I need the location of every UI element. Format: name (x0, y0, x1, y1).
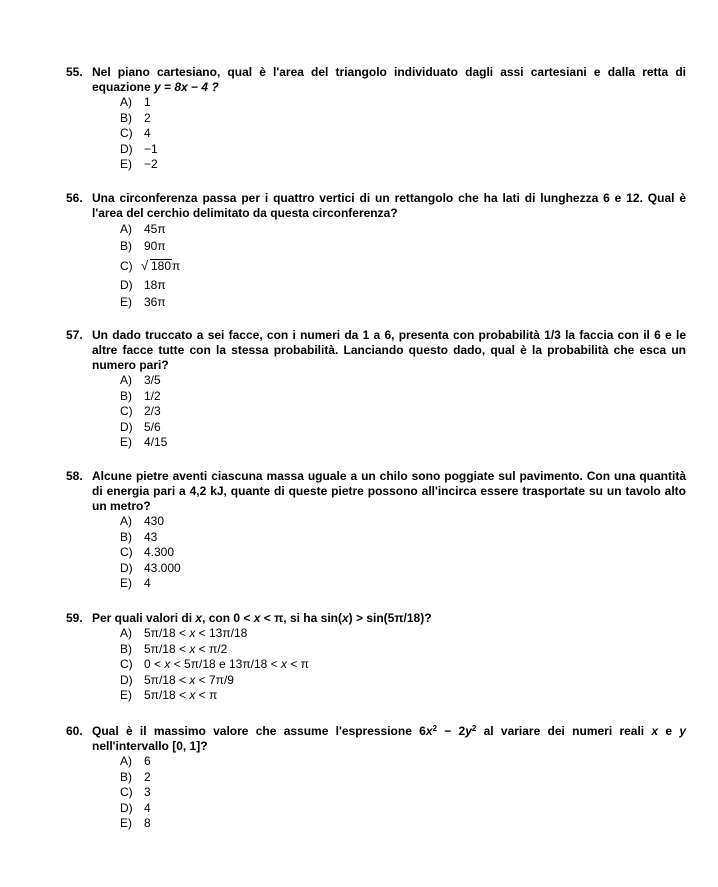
answer-options (120, 373, 686, 451)
question-57 (66, 328, 686, 451)
option-e[interactable]: E) 4/15 (120, 435, 168, 450)
option-e[interactable]: E) 5π/18 < x < π (120, 688, 218, 703)
option-a[interactable]: A) 3/5 (120, 373, 161, 387)
answer-options (120, 221, 686, 311)
question-60 (66, 724, 686, 832)
answer-options (120, 514, 686, 592)
option-c[interactable]: C) 3 (120, 785, 151, 800)
option-e[interactable]: E) 8 (120, 816, 151, 831)
option-b[interactable]: B) 43 (120, 529, 158, 544)
square-root: √ 180 (150, 259, 172, 273)
question-55 (66, 65, 686, 173)
option-b[interactable]: B) 5π/18 < x < π/2 (120, 641, 228, 656)
question-number: 56. (66, 191, 83, 205)
option-b[interactable]: B) 2 (120, 769, 151, 784)
option-b[interactable]: B) 2 (120, 110, 151, 125)
option-c[interactable]: C) 4 (120, 126, 151, 141)
question-number: 58. (66, 469, 83, 483)
answer-options (120, 95, 686, 173)
option-a[interactable]: A) 1 (120, 95, 151, 109)
option-d[interactable]: D) −1 (120, 141, 158, 156)
answer-options (120, 626, 686, 704)
question-stem: 57. Un dado truccato a sei facce, con i numeri da 1 a 6, presenta con probabilità 1/3 la faccia con il 6 e le altre facce tutte con la stessa probabilità. Lanciando questo dado, qual è la probabilità che esca un numero pari? (66, 328, 686, 372)
option-d[interactable]: D) 4 (120, 800, 151, 815)
option-d[interactable]: D) 5/6 (120, 419, 161, 434)
question-stem: 55. Nel piano cartesiano, qual è l'area del triangolo individuato dagli assi cartesiani e dalla retta di equazione y = 8x − 4 ? (66, 65, 686, 94)
option-d[interactable]: D) 5π/18 < x < 7π/9 (120, 672, 234, 687)
option-e[interactable]: E) −2 (120, 157, 158, 172)
question-stem: 58. Alcune pietre aventi ciascuna massa uguale a un chilo sono poggiate sul pavimento. Con una quantità di energia pari a 4,2 kJ, quante di queste pietre possono all'incirca essere trasportate su un tavolo alto un metro? (66, 469, 686, 513)
option-c[interactable]: C) 4.300 (120, 545, 175, 560)
option-a[interactable]: A) 430 (120, 514, 165, 528)
option-a[interactable]: A) 5π/18 < x < 13π/18 (120, 626, 248, 640)
option-a[interactable]: A) 45π (120, 222, 166, 236)
question-56 (66, 191, 686, 311)
option-c[interactable]: C)√ 180π (120, 255, 686, 277)
question-59 (66, 611, 686, 704)
question-stem: 59. Per quali valori di x, con 0 < x < π, si ha sin(x) > sin(5π/18)? (66, 611, 432, 625)
question-number: 55. (66, 65, 83, 79)
question-number: 57. (66, 328, 83, 342)
equation: y = 8x − 4 ? (154, 80, 219, 94)
question-stem: 56. Una circonferenza passa per i quattro vertici di un rettangolo che ha lati di lunghezza 6 e 12. Qual è l'area del cerchio delimitato da questa circonferenza? (66, 191, 686, 220)
option-d[interactable]: D) 18π (120, 278, 166, 292)
option-c[interactable]: C) 2/3 (120, 404, 161, 419)
question-stem: 60. Qual è il massimo valore che assume l'espressione $6x^2 - 2y^2$ al variare dei numeri reali x e y nell'intervallo [0, 1]? (66, 724, 686, 753)
option-a[interactable]: A) 6 (120, 754, 151, 768)
option-b[interactable]: B) 1/2 (120, 388, 161, 403)
question-number: 59. (66, 611, 83, 625)
question-number: 60. (66, 724, 83, 738)
answer-options (120, 754, 686, 832)
option-c[interactable]: C) 0 < x < 5π/18 e 13π/18 < x < π (120, 657, 309, 672)
question-58 (66, 469, 686, 592)
option-d[interactable]: D) 43.000 (120, 560, 181, 575)
option-e[interactable]: E) 36π (120, 295, 166, 309)
option-e[interactable]: E) 4 (120, 576, 151, 591)
option-b[interactable]: B) 90π (120, 239, 166, 253)
